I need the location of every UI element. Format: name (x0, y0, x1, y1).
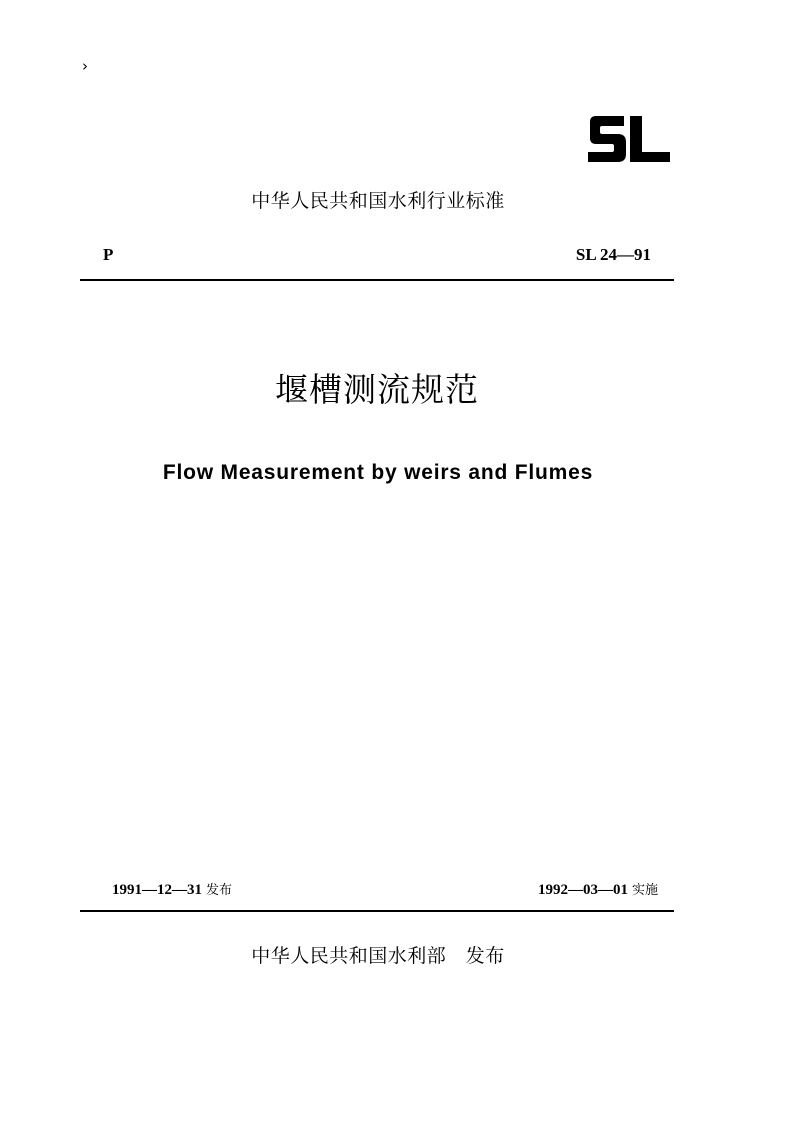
corner-mark: › (82, 57, 88, 75)
bottom-divider (80, 910, 674, 912)
issue-label: 发布 (206, 883, 233, 898)
document-title-chinese: 堰槽测流规范 (275, 370, 479, 409)
effective-label: 实施 (631, 883, 658, 898)
issue-date: 1991—12—31 (112, 882, 202, 898)
category-code: P (103, 245, 114, 264)
effective-date: 1992—03—01 (537, 882, 628, 898)
sl-logo (586, 114, 676, 166)
organization-standard-title: 中华人民共和国水利行业标准 (251, 190, 505, 212)
issuing-authority: 中华人民共和国水利部 发布 (251, 945, 505, 967)
document-title-english: Flow Measurement by weirs and Flumes (162, 461, 594, 484)
top-divider (80, 279, 674, 281)
effective-date-line (538, 880, 658, 901)
standard-number: SL 24—91 (575, 245, 651, 264)
issue-date-line (112, 880, 232, 901)
